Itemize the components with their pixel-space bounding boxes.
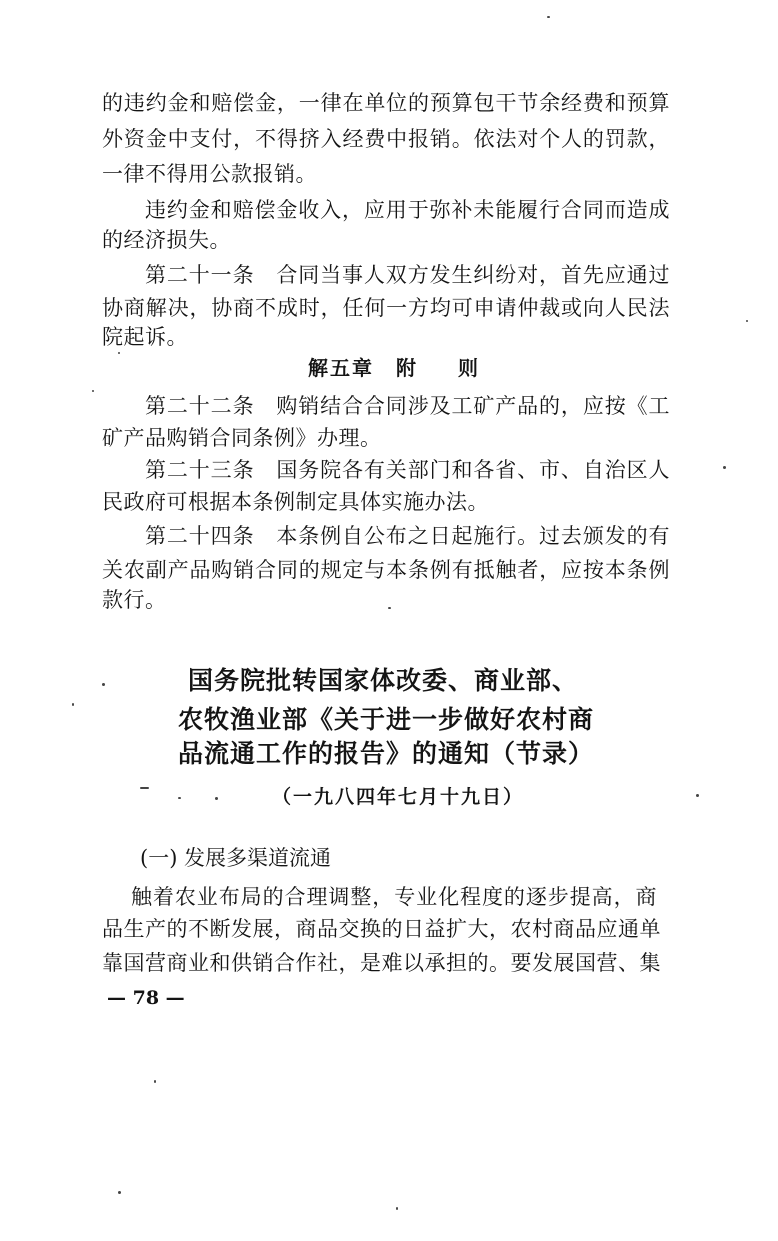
text-line: 外资金中支付，不得挤入经费中报销。依法对个人的罚款， [102,127,670,151]
chapter-number: 解五章 [308,356,374,380]
text-line: 的经济损失。 [102,228,231,252]
scan-speck [102,683,105,686]
scan-speck [388,607,391,609]
text-line: 违约金和赔偿金收入，应用于弥补未能履行合同而造成 [145,198,670,222]
text-line: 款行。 [102,588,167,612]
scan-speck [118,352,120,354]
scan-speck [118,1191,121,1194]
text-line: 第二十四条 本条例自公布之日起施行。过去颁发的有 [145,524,670,548]
notice-title-line: 品流通工作的报告》的通知（节录） [178,739,595,768]
notice-date: （一九八四年七月十九日） [271,786,524,808]
scan-speck [154,1080,156,1083]
text-line: 协商解决，协商不成时，任何一方均可申请仲裁或向人民法 [102,296,670,320]
text-line: 矿产品购销合同条例》办理。 [102,426,382,450]
text-line: 靠国营商业和供销合作社，是难以承担的。要发展国营、集 [102,951,661,975]
scan-speck [72,703,74,706]
scan-speck [92,390,94,392]
text-line: 品生产的不断发展，商品交换的日益扩大，农村商品应通单 [102,917,661,941]
text-line: 第二十三条 国务院各有关部门和各省、市、自治区人 [145,458,670,482]
text-line: 关农副产品购销合同的规定与本条例有抵触者，应按本条例 [102,558,670,582]
chapter-word: 附 [396,356,418,380]
text-line: 民政府可根据本条例制定具体实施办法。 [102,490,489,514]
text-line: 第二十二条 购销结合合同涉及工矿产品的，应按《工 [145,394,670,418]
notice-title-line: 国务院批转国家体改委、商业部、 [188,666,579,695]
scan-speck [547,16,550,18]
chapter-word: 则 [458,356,480,380]
page-number: — 78 — [107,987,185,1009]
notice-title-line: 农牧渔业部《关于进一步做好农村商 [178,705,595,734]
scan-speck [140,787,149,789]
scan-speck [215,797,218,800]
chapter-heading [0,353,778,383]
scan-speck [723,466,726,469]
scan-speck [696,794,699,797]
text-line: 的违约金和赔偿金，一律在单位的预算包干节余经费和预算 [102,91,670,115]
scan-speck [746,320,748,322]
section-subheading: (一) 发展多渠道流通 [140,846,332,870]
text-line: 院起诉。 [102,325,188,349]
text-line: 第二十一条 合同当事人双方发生纠纷对，首先应通过 [145,263,670,287]
scan-speck [178,797,181,799]
text-line: 触着农业布局的合理调整，专业化程度的逐步提高，商 [131,885,657,909]
scan-speck [396,1207,398,1210]
text-line: 一律不得用公款报销。 [102,162,317,186]
